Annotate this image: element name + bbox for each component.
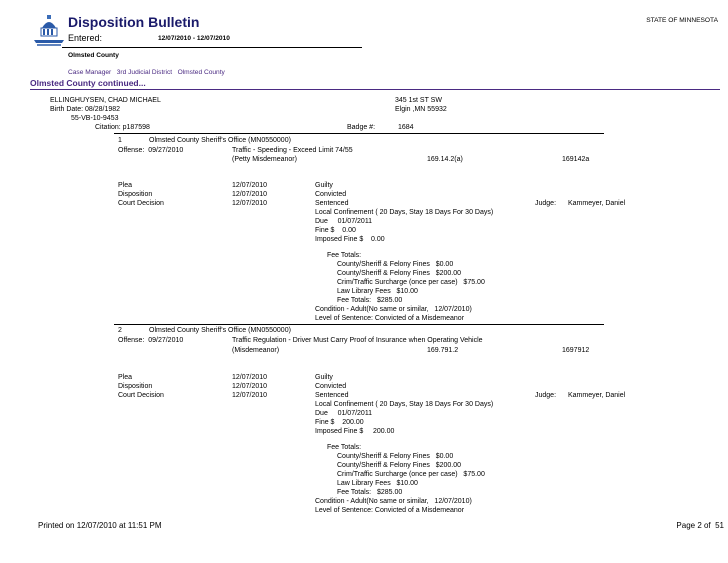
fee-line: Crim/Traffic Surcharge (once per case) $75.00: [337, 279, 485, 286]
event-label: Disposition: [118, 191, 153, 198]
fee-line: Fee Totals: $285.00: [337, 489, 403, 496]
event-date: 12/07/2010: [232, 383, 268, 390]
fee-line: County/Sheriff & Felony Fines $0.00: [337, 261, 454, 268]
fee-line: County/Sheriff & Felony Fines $0.00: [337, 453, 454, 460]
event-result: Guilty: [315, 182, 333, 189]
event-date: 12/07/2010: [232, 182, 268, 189]
offense-divider: [114, 324, 604, 325]
fee-line: County/Sheriff & Felony Fines $200.00: [337, 462, 461, 469]
badge-number: 1684: [398, 124, 414, 131]
fee-line: Crim/Traffic Surcharge (once per case) $75.00: [337, 471, 485, 478]
event-label: Plea: [118, 182, 133, 189]
fee-line: County/Sheriff & Felony Fines $200.00: [337, 270, 461, 277]
page-number: Page 2 of 51: [676, 521, 724, 530]
judge-label: Judge:: [535, 392, 557, 399]
event-label: Court Decision: [118, 200, 164, 207]
entered-range: 12/07/2010 - 12/07/2010: [158, 35, 230, 42]
state-name: STATE OF MINNESOTA: [646, 17, 718, 24]
citation-divider: [114, 133, 604, 134]
offense-description: Traffic Regulation - Driver Must Carry Proof of Insurance when Operating Vehicle: [232, 337, 483, 344]
judge-label: Judge:: [535, 200, 557, 207]
offense-description: Traffic - Speeding - Exceed Limit 74/55: [232, 147, 353, 154]
citation: Citation: p187598: [95, 124, 150, 131]
page-title: Disposition Bulletin: [68, 14, 200, 30]
fee-line: Law Library Fees $10.00: [337, 288, 418, 295]
condition: Condition - Adult(No same or similar, 12/07/2010): [315, 498, 472, 505]
event-label: Disposition: [118, 383, 153, 390]
event-result: Convicted: [315, 383, 347, 390]
event-result: Convicted: [315, 191, 347, 198]
judge-name: Kammeyer, Daniel: [568, 392, 626, 399]
capitol-logo: [34, 14, 64, 48]
offense-level: (Misdemeanor): [232, 347, 280, 354]
badge-label: Badge #:: [347, 124, 376, 131]
offense-number: 2: [118, 327, 122, 334]
event-result: Sentenced: [315, 392, 349, 399]
county-continued: Olmsted County continued...: [30, 78, 146, 88]
event-label: Court Decision: [118, 392, 164, 399]
defendant-name: ELLINGHUYSEN, CHAD MICHAEL: [50, 97, 161, 104]
sentence-line: Imposed Fine $ 0.00: [315, 236, 385, 243]
case-manager-line: Case Manager 3rd Judicial District Olmsted County: [68, 69, 225, 76]
offense-agency: Olmsted County Sheriff's Office (MN0550000): [149, 137, 291, 144]
offense-date: Offense: 09/27/2010: [118, 337, 184, 344]
sentence-line: Due 01/07/2011: [315, 410, 373, 417]
case-number: 55-VB-10-9453: [71, 115, 119, 122]
section-divider: [30, 89, 720, 90]
event-label: Plea: [118, 374, 133, 381]
header-divider: [62, 47, 362, 48]
judge-name: Kammeyer, Daniel: [568, 200, 626, 207]
statute: 169.791.2: [427, 347, 459, 354]
statute-code: 1697912: [562, 347, 590, 354]
event-date: 12/07/2010: [232, 191, 268, 198]
statute: 169.14.2(a): [427, 156, 463, 163]
fee-title: Fee Totals:: [327, 252, 362, 259]
event-date: 12/07/2010: [232, 392, 268, 399]
fee-title: Fee Totals:: [327, 444, 362, 451]
address-line-1: 345 1st ST SW: [395, 97, 442, 104]
event-date: 12/07/2010: [232, 200, 268, 207]
event-result: Guilty: [315, 374, 333, 381]
offense-level: (Petty Misdemeanor): [232, 156, 297, 163]
offense-number: 1: [118, 137, 122, 144]
printed-timestamp: Printed on 12/07/2010 at 11:51 PM: [38, 521, 162, 530]
sentence-line: Fine $ 0.00: [315, 227, 356, 234]
sentence-line: Fine $ 200.00: [315, 419, 364, 426]
sentence-level: Level of Sentence: Convicted of a Misdemeanor: [315, 507, 465, 514]
fee-line: Law Library Fees $10.00: [337, 480, 418, 487]
offense-date: Offense: 09/27/2010: [118, 147, 184, 154]
condition: Condition - Adult(No same or similar, 12/07/2010): [315, 306, 472, 313]
sentence-line: Local Confinement ( 20 Days, Stay 18 Days For 30 Days): [315, 209, 494, 216]
fee-line: Fee Totals: $285.00: [337, 297, 403, 304]
event-date: 12/07/2010: [232, 374, 268, 381]
birth-date: Birth Date: 08/28/1982: [50, 106, 121, 113]
address-line-2: Elgin ,MN 55932: [395, 106, 447, 113]
entered-label: Entered:: [68, 33, 103, 43]
event-result: Sentenced: [315, 200, 349, 207]
sentence-line: Due 01/07/2011: [315, 218, 373, 225]
sentence-line: Imposed Fine $ 200.00: [315, 428, 395, 435]
sentence-level: Level of Sentence: Convicted of a Misdemeanor: [315, 315, 465, 322]
statute-code: 169142a: [562, 156, 590, 163]
offense-agency: Olmsted County Sheriff's Office (MN0550000): [149, 327, 291, 334]
county-name: Olmsted County: [68, 52, 119, 59]
sentence-line: Local Confinement ( 20 Days, Stay 18 Days For 30 Days): [315, 401, 494, 408]
